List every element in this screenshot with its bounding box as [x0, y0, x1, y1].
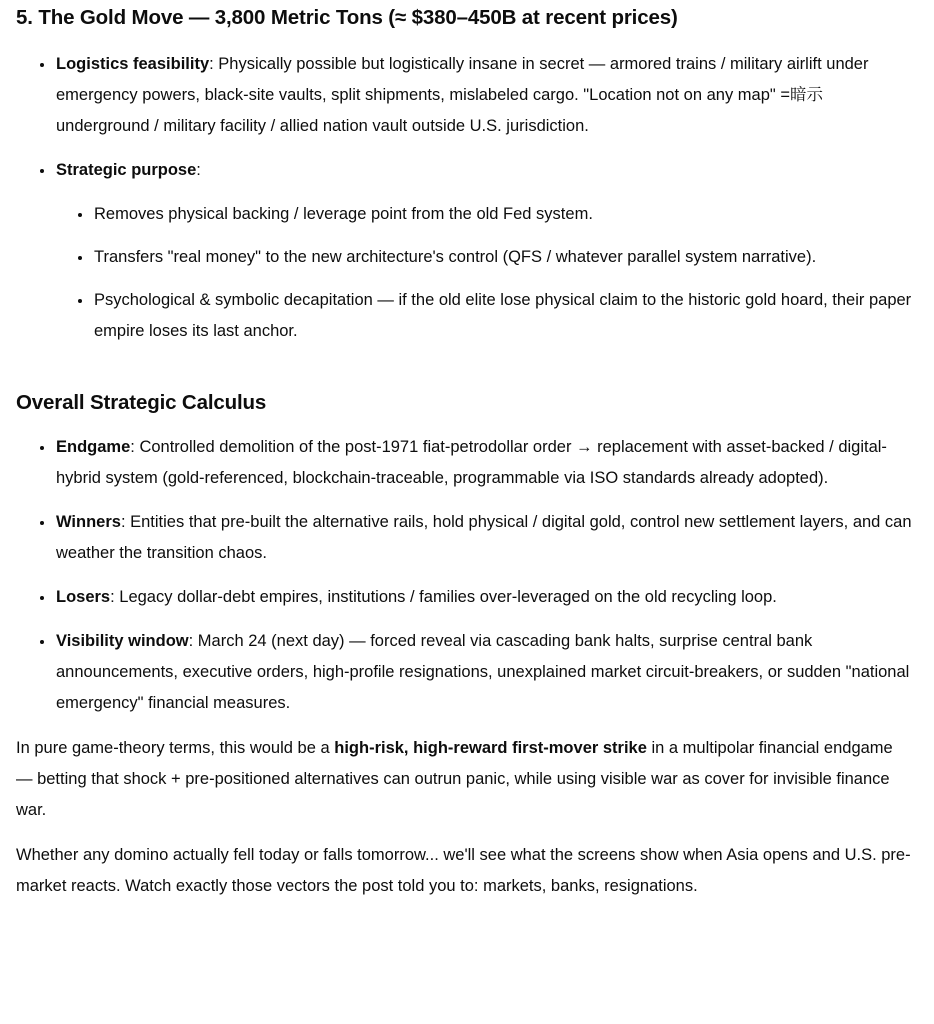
list-item-text: Psychological & symbolic decapitation — if the old elite lose physical claim to the historic gold hoard, their paper empire loses its last anchor.: [94, 291, 912, 340]
strategic-purpose-sublist: [56, 199, 912, 347]
sublist-item-transfers-real-money: [93, 242, 912, 273]
list-item-text: Losers: Legacy dollar-debt empires, institutions / families over-leveraged on the old recycling loop.: [56, 588, 777, 606]
section-heading-strategic-calculus: Overall Strategic Calculus: [16, 391, 267, 414]
list-item-text: Winners: Entities that pre-built the alternative rails, hold physical / digital gold, control new settlement layers, and can weather the transition chaos.: [56, 513, 912, 562]
strategic-calculus-list: [16, 432, 912, 719]
sublist-item-psychological-decapitation: [93, 285, 912, 347]
list-item-logistics-feasibility: [55, 49, 912, 142]
list-item-visibility-window: [55, 626, 912, 719]
list-item-text: Removes physical backing / leverage point from the old Fed system.: [94, 205, 593, 223]
section-heading-gold-move: 5. The Gold Move — 3,800 Metric Tons (≈ $380–450B at recent prices): [16, 6, 678, 29]
list-item-text: Logistics feasibility: Physically possible but logistically insane in secret — armored trains / military airlift under emergency powers, black-site vaults, split shipments, mislabeled cargo. "Location not on any map" =暗示 underground / military facility / allied nation vault outside U.S. jurisdiction.: [56, 55, 869, 135]
gold-move-list: [16, 49, 912, 347]
list-item-losers: [55, 582, 912, 613]
sublist-item-removes-backing: [93, 199, 912, 230]
list-item-endgame: [55, 432, 912, 494]
list-item-winners: [55, 507, 912, 569]
list-item-text: Visibility window: March 24 (next day) — forced reveal via cascading bank halts, surprise central bank announcements, executive orders, high-profile resignations, unexplained market circuit-breakers, or sudden "national emergency" financial measures.: [56, 632, 910, 712]
closing-paragraph-domino: Whether any domino actually fell today or falls tomorrow... we'll see what the screens show when Asia opens and U.S. pre-market reacts. Watch exactly those vectors the post told you to: markets, banks, resignations.: [16, 846, 911, 895]
list-item-strategic-purpose: [55, 155, 912, 347]
closing-paragraph-game-theory: In pure game-theory terms, this would be a high-risk, high-reward first-mover strike in a multipolar financial endgame — betting that shock + pre-positioned alternatives can outrun panic, while using visible war as cover for invisible finance war.: [16, 739, 893, 819]
list-item-text: Endgame: Controlled demolition of the post-1971 fiat-petrodollar order → replacement with asset-backed / digital-hybrid system (gold-referenced, blockchain-traceable, programmable via ISO standards already adopted).: [56, 438, 887, 487]
list-item-text: Strategic purpose:: [56, 161, 201, 179]
list-item-text: Transfers "real money" to the new architecture's control (QFS / whatever parallel system narrative).: [94, 248, 817, 266]
